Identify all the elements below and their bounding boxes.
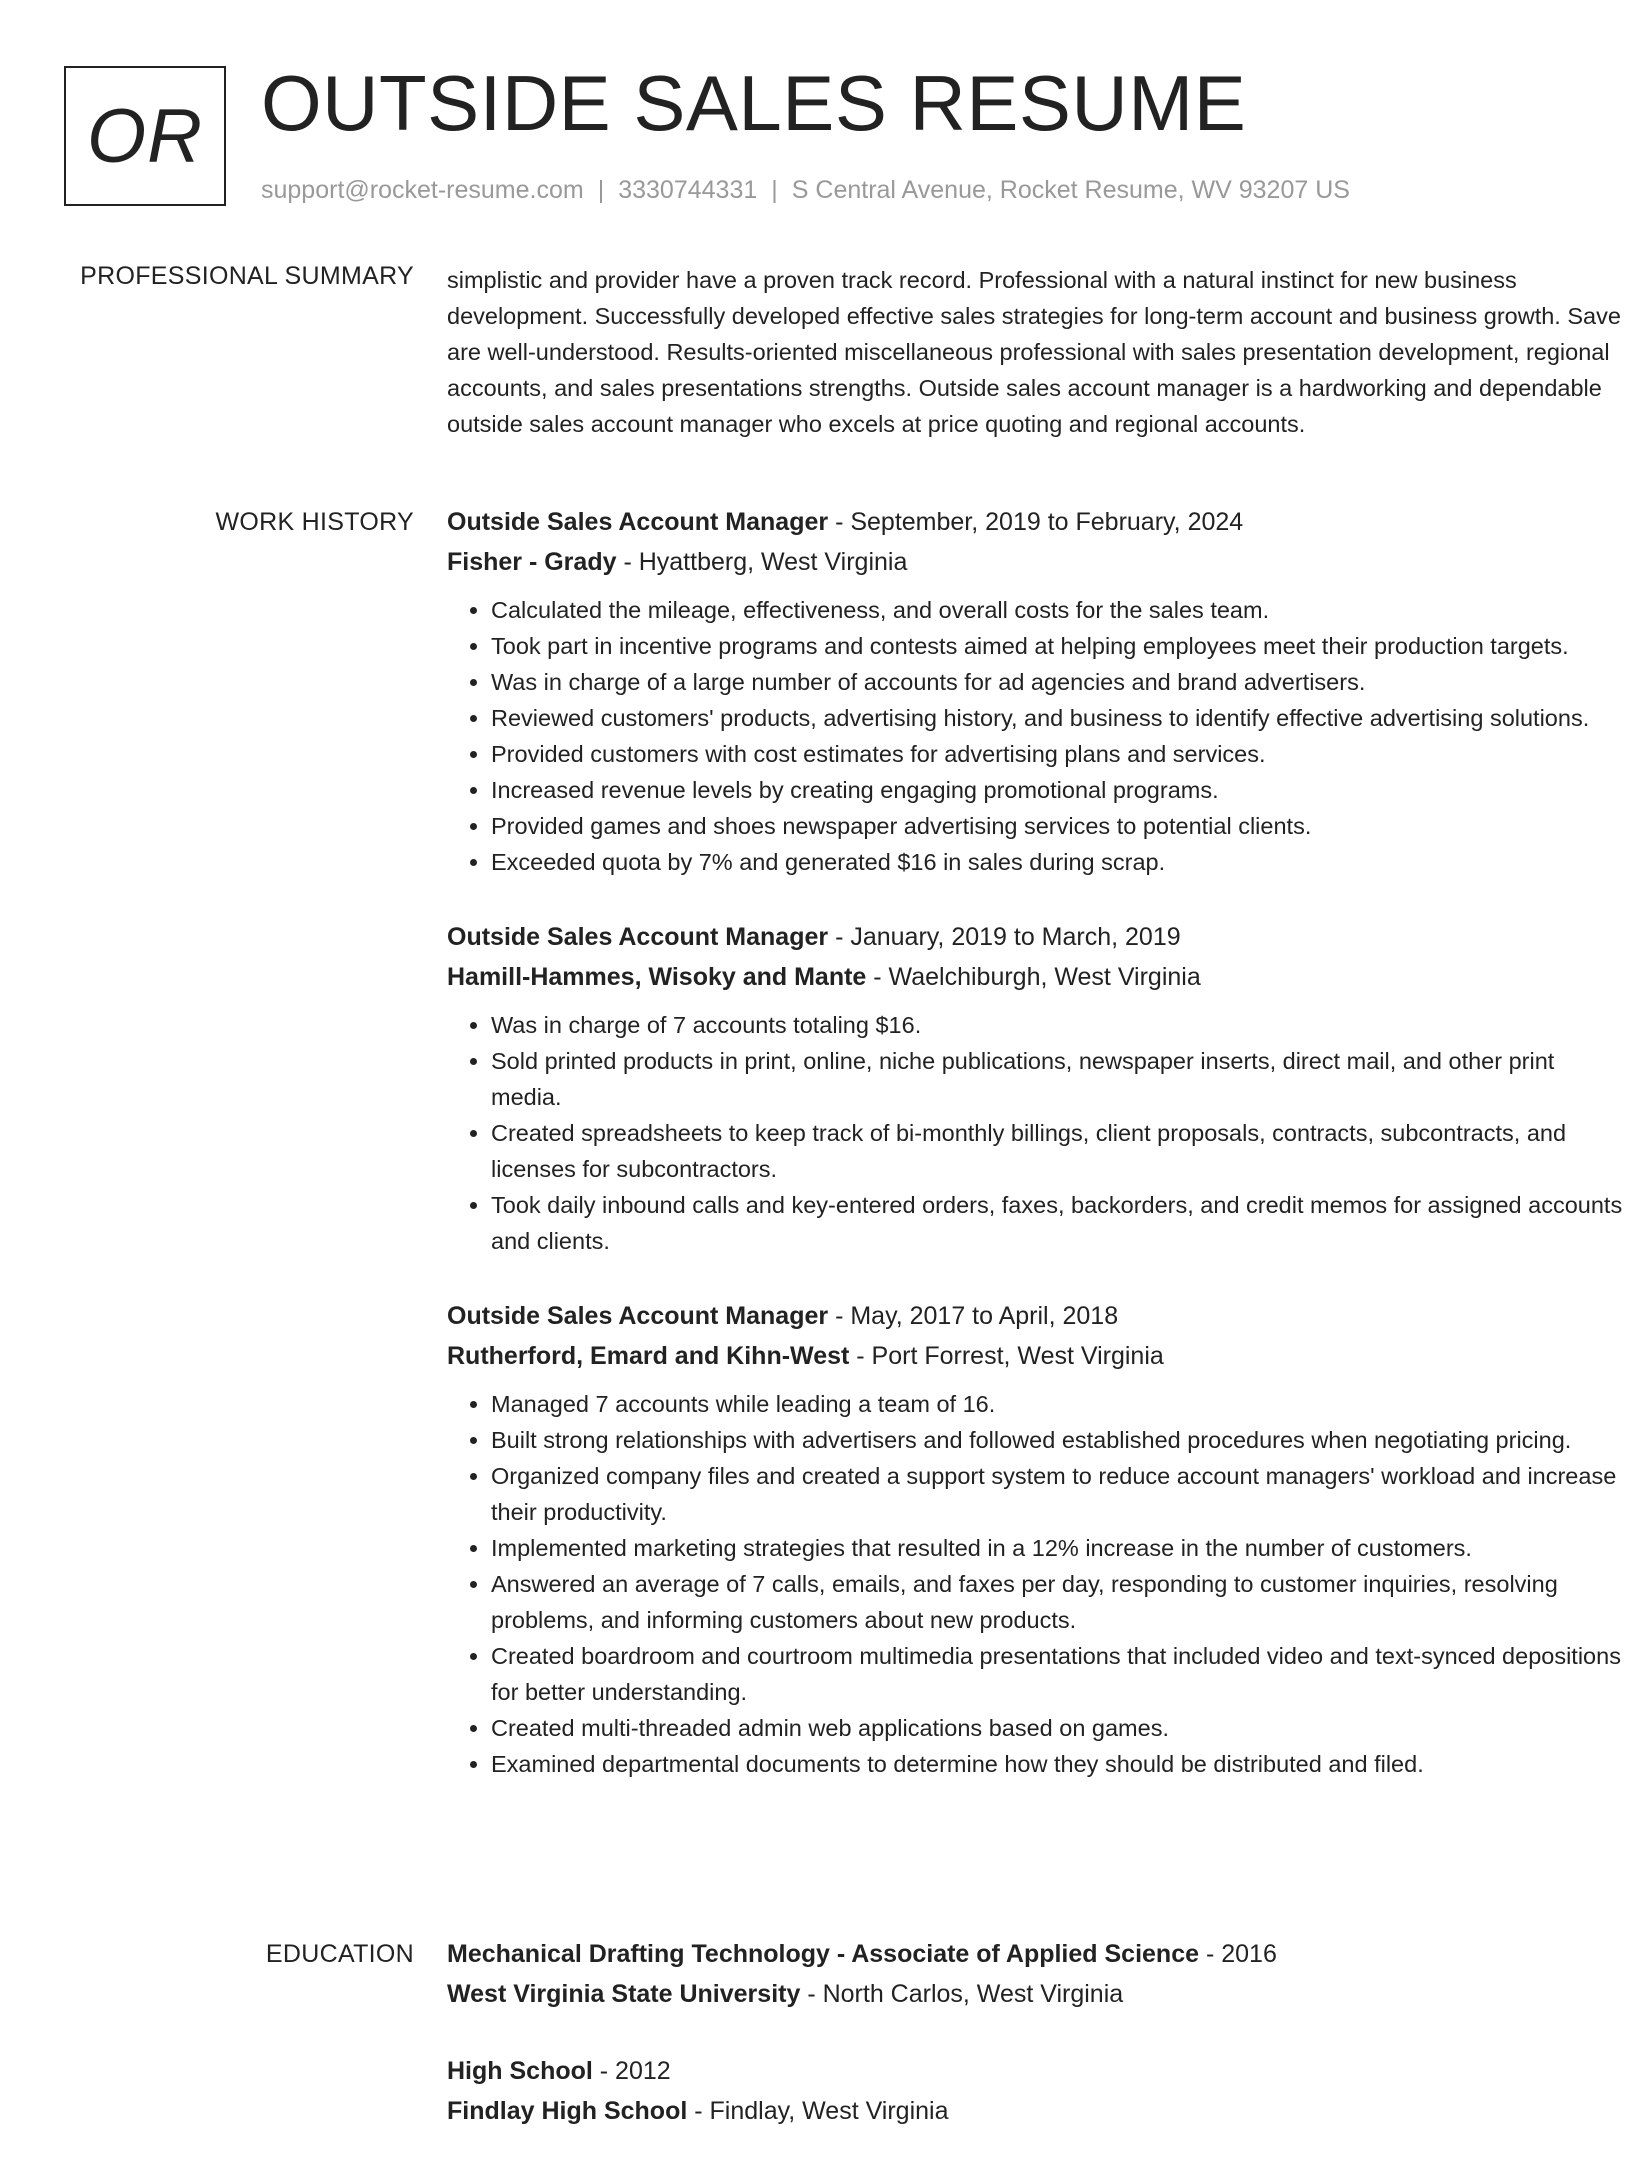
- education-year: - 2016: [1199, 1940, 1277, 1968]
- job-bullet: • Implemented marketing strategies that resulted in a 12% increase in the number of customers.: [491, 1530, 1627, 1566]
- job-company: Rutherford, Emard and Kihn-West: [447, 1342, 850, 1370]
- job-bullet: • Was in charge of a large number of accounts for ad agencies and brand advertisers.: [491, 664, 1627, 700]
- contact-address: S Central Avenue, Rocket Resume, WV 93207 US: [791, 176, 1350, 204]
- job-location: - Waelchiburgh, West Virginia: [866, 963, 1201, 991]
- job-title: Outside Sales Account Manager: [447, 508, 829, 536]
- contact-separator: |: [597, 176, 605, 204]
- job-bullet: • Provided customers with cost estimates for advertising plans and services.: [491, 736, 1627, 772]
- education-location: - North Carlos, West Virginia: [800, 1980, 1124, 2008]
- job-bullet: • Created spreadsheets to keep track of bi-monthly billings, client proposals, contracts, subcontracts, and licenses for subcontractors.: [491, 1115, 1627, 1187]
- job-entry: [447, 502, 1627, 880]
- education-location: - Findlay, West Virginia: [687, 2097, 949, 2125]
- job-entry: [447, 917, 1627, 1259]
- education-entry: [447, 1934, 1627, 2014]
- job-bullet-list: [447, 1007, 1627, 1259]
- job-title-line: [447, 1296, 1627, 1336]
- job-bullet: • Examined departmental documents to determine how they should be distributed and filed.: [491, 1746, 1627, 1782]
- contact-email: support@rocket-resume.com: [261, 176, 584, 204]
- education-degree-line: [447, 2051, 1627, 2091]
- job-bullet: • Sold printed products in print, online, niche publications, newspaper inserts, direct mail, and other print media.: [491, 1043, 1627, 1115]
- resume-header: [64, 59, 1584, 210]
- job-bullet: • Took daily inbound calls and key-entered orders, faxes, backorders, and credit memos for assigned accounts and clients.: [491, 1187, 1627, 1259]
- job-dates: - September, 2019 to February, 2024: [828, 508, 1244, 536]
- education-entry: [447, 2051, 1627, 2131]
- education-school-line: [447, 2091, 1627, 2131]
- job-bullet: • Provided games and shoes newspaper advertising services to potential clients.: [491, 808, 1627, 844]
- education-degree: Mechanical Drafting Technology - Associate of Applied Science: [447, 1940, 1200, 1968]
- contact-line: [261, 176, 1350, 205]
- education-year: - 2012: [592, 2057, 671, 2085]
- resume-title: OUTSIDE SALES RESUME: [261, 59, 1247, 147]
- summary-text: simplistic and provider have a proven track record. Professional with a natural instinct for new business development. Successfully developed effective sales strategies for long-term account and business growth. Save are well-understood. Results-oriented miscellaneous professional with sales presentation development, regional accounts, and sales presentations strengths. Outside sales account manager is a hardworking and dependable outside sales account manager who excels at price quoting and regional accounts.: [447, 267, 1621, 437]
- job-bullet: • Managed 7 accounts while leading a team of 16.: [491, 1386, 1627, 1422]
- job-bullet: • Created multi-threaded admin web applications based on games.: [491, 1710, 1627, 1746]
- summary-label: PROFESSIONAL SUMMARY: [80, 262, 414, 290]
- job-dates: - May, 2017 to April, 2018: [828, 1302, 1119, 1330]
- job-dates: - January, 2019 to March, 2019: [828, 923, 1181, 951]
- education-label: EDUCATION: [265, 1940, 414, 1968]
- job-title-line: [447, 502, 1627, 542]
- job-entry: [447, 1296, 1627, 1782]
- job-bullet: • Calculated the mileage, effectiveness, and overall costs for the sales team.: [491, 592, 1627, 628]
- job-title-line: [447, 917, 1627, 957]
- job-bullet: • Reviewed customers' products, advertising history, and business to identify effective advertising solutions.: [491, 700, 1627, 736]
- job-company-line: [447, 542, 1627, 582]
- job-company: Fisher - Grady: [447, 548, 617, 576]
- job-company: Hamill-Hammes, Wisoky and Mante: [447, 963, 867, 991]
- job-title: Outside Sales Account Manager: [447, 1302, 829, 1330]
- job-bullet: • Took part in incentive programs and contests aimed at helping employees meet their production targets.: [491, 628, 1627, 664]
- monogram-badge: OR: [64, 66, 226, 206]
- job-bullet: • Answered an average of 7 calls, emails, and faxes per day, responding to customer inquiries, resolving problems, and informing customers about new products.: [491, 1566, 1627, 1638]
- job-bullet: • Built strong relationships with advertisers and followed established procedures when negotiating pricing.: [491, 1422, 1627, 1458]
- job-title: Outside Sales Account Manager: [447, 923, 829, 951]
- work-history-label: WORK HISTORY: [215, 508, 414, 536]
- education-school: Findlay High School: [447, 2097, 688, 2125]
- contact-phone: 3330744331: [618, 176, 758, 204]
- job-bullet-list: [447, 1386, 1627, 1782]
- job-company-line: [447, 1336, 1627, 1376]
- education-degree: High School: [447, 2057, 593, 2085]
- job-bullet: • Increased revenue levels by creating engaging promotional programs.: [491, 772, 1627, 808]
- job-bullet-list: [447, 592, 1627, 880]
- job-bullet: • Exceeded quota by 7% and generated $16 in sales during scrap.: [491, 844, 1627, 880]
- contact-separator: |: [771, 176, 778, 204]
- job-bullet: • Was in charge of 7 accounts totaling $16.: [491, 1007, 1627, 1043]
- job-bullet: • Organized company files and created a support system to reduce account managers' workload and increase their productivity.: [491, 1458, 1627, 1530]
- job-company-line: [447, 957, 1627, 997]
- job-location: - Port Forrest, West Virginia: [849, 1342, 1164, 1370]
- job-location: - Hyattberg, West Virginia: [616, 548, 908, 576]
- education-school-line: [447, 1974, 1627, 2014]
- education-school: West Virginia State University: [447, 1980, 801, 2008]
- education-degree-line: [447, 1934, 1627, 1974]
- job-bullet: • Created boardroom and courtroom multimedia presentations that included video and text-synced depositions for better understanding.: [491, 1638, 1627, 1710]
